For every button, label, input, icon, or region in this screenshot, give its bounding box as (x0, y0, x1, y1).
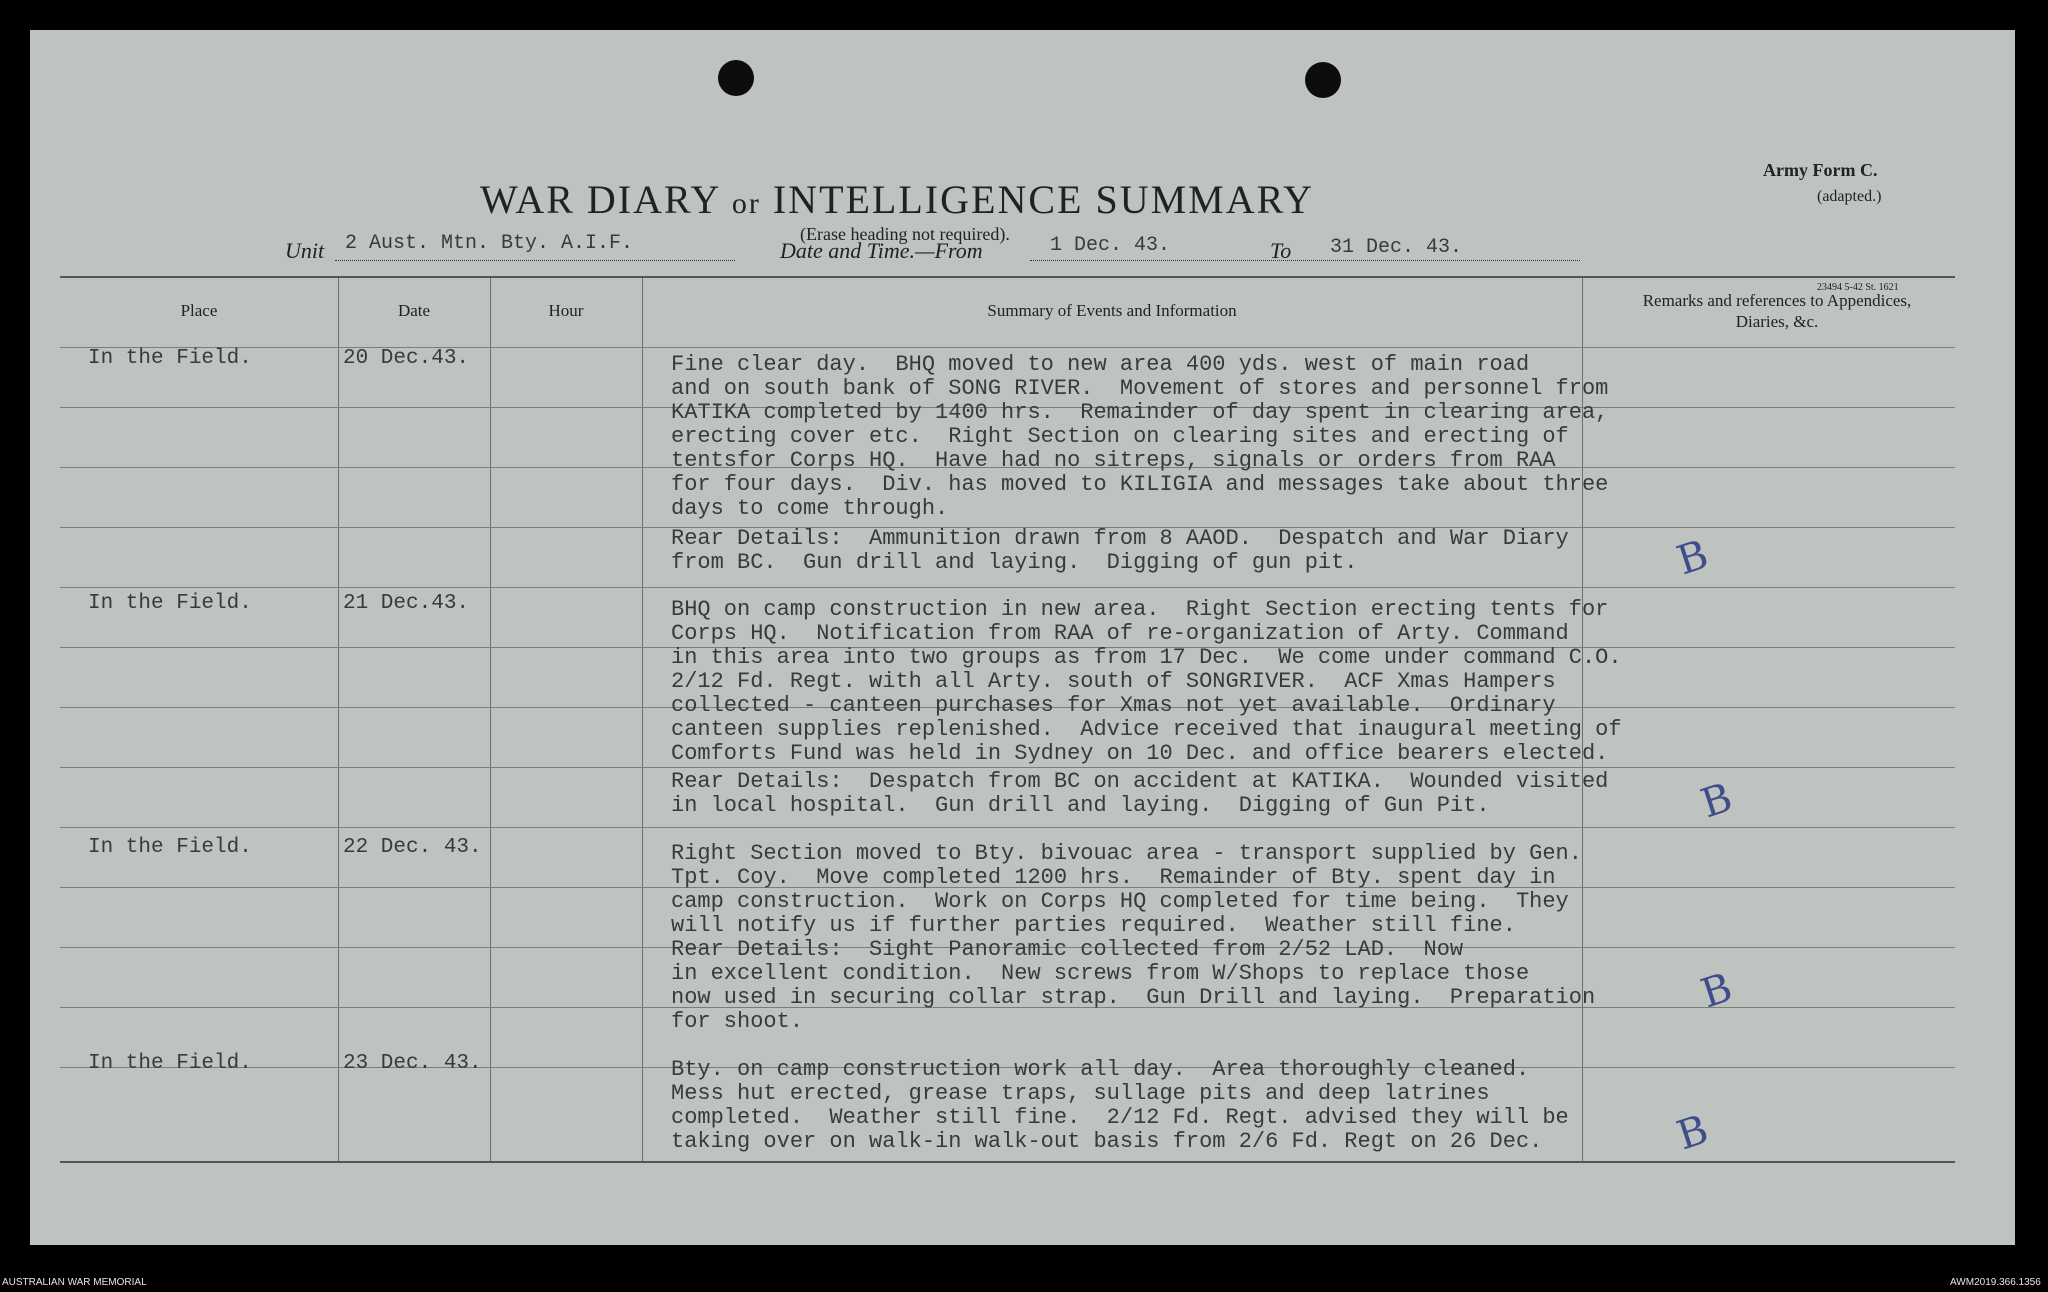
entry-rear-details: Rear Details: Ammunition drawn from 8 AAOD. Despatch and War Diary from BC. Gun drill and laying. Digging of gun pit. (671, 526, 1569, 575)
entry-date: 22 Dec. 43. (343, 836, 482, 859)
entry-place: In the Field. (88, 592, 252, 615)
page-subtitle: (Erase heading not required). (800, 224, 1010, 244)
column-header-remarks: Remarks and references to Appendices, Diaries, &c. (1642, 291, 1912, 331)
initials-mark: B (1695, 774, 1738, 828)
entry-summary: Bty. on camp construction work all day. Area thoroughly cleaned. Mess hut erected, grease traps, sullage pits and deep latrines completed. Weather still fine. 2/12 Fd. Regt. advised they will be taking over on walk-in walk-out basis from 2/6 Fd. Regt on 26 Dec. (671, 1057, 1569, 1154)
column-header-place: Place (180, 301, 218, 320)
entry-place: In the Field. (88, 836, 252, 859)
column-header-summary: Summary of Events and Information (987, 301, 1237, 320)
date-from-value: 1 Dec. 43. (1050, 234, 1171, 257)
initials-mark: B (1695, 964, 1738, 1018)
print-code: 23494 5-42 St. 1621 (1817, 282, 1899, 293)
ruled-line (60, 767, 1955, 768)
footer-accession-number: AWM2019.366.1356 (1950, 1277, 2041, 1288)
date-from-label: Date and Time.—From (780, 238, 983, 263)
date-to-value: 31 Dec. 43. (1330, 236, 1463, 259)
ruled-line (60, 827, 1955, 828)
entry-summary: BHQ on camp construction in new area. Right Section erecting tents for Corps HQ. Notification from RAA of re-organization of Arty. Command in this area into two groups as from 17 Dec. We come under command C.O. 2/12 Fd. Regt. with all Arty. south of SONGRIVER. ACF Xmas Hampers collected - canteen purchases for Xmas not yet available. Ordinary canteen supplies replenished. Advice received that inaugural meeting of Comforts Fund was held in Sydney on 10 Dec. and office bearers elected. (671, 597, 1622, 766)
initials-mark: B (1671, 531, 1714, 585)
initials-mark: B (1671, 1106, 1714, 1160)
entry-summary: Fine clear day. BHQ moved to new area 400 yds. west of main road and on south bank of SONG RIVER. Movement of stores and personnel from KATIKA completed by 1400 hrs. Remainder of day spent in clearing area, erecting cover etc. Right Section on clearing sites and erecting of tentsfor Corps HQ. Have had no sitreps, signals or orders from RAA for four days. Div. has moved to KILIGIA and messages take about three days to come through. (671, 352, 1609, 521)
column-divider-date (490, 278, 491, 1161)
footer-archive-name: AUSTRALIAN WAR MEMORIAL (2, 1277, 147, 1288)
column-divider-hour (642, 278, 643, 1161)
column-divider-place (338, 278, 339, 1161)
punch-hole-left (718, 60, 754, 96)
entry-rear-details: Rear Details: Despatch from BC on accident at KATIKA. Wounded visited in local hospital. Gun drill and laying. Digging of Gun Pit. (671, 769, 1609, 818)
entry-date: 20 Dec.43. (343, 347, 470, 370)
entry-date: 23 Dec. 43. (343, 1052, 482, 1075)
army-form-adapted: (adapted.) (1817, 188, 1882, 205)
page-title: WAR DIARY or INTELLIGENCE SUMMARY (480, 177, 1314, 222)
unit-dotted-line (335, 260, 735, 261)
date-to-label: To (1270, 238, 1292, 263)
date-dotted-line (1030, 260, 1580, 261)
unit-label: Unit (285, 238, 325, 263)
column-header-hour: Hour (548, 301, 584, 320)
entry-rear-details: Rear Details: Sight Panoramic collected from 2/52 LAD. Now in excellent condition. New screws from W/Shops to replace those now used in securing collar strap. Gun Drill and laying. Preparation for shoot. (671, 937, 1596, 1034)
table-bottom-rule (60, 1161, 1955, 1163)
ruled-line (60, 587, 1955, 588)
entry-place: In the Field. (88, 347, 252, 370)
table-top-rule (60, 276, 1955, 278)
punch-hole-right (1305, 62, 1341, 98)
entry-place: In the Field. (88, 1052, 252, 1075)
entry-summary: Right Section moved to Bty. bivouac area - transport supplied by Gen. Tpt. Coy. Move completed 1200 hrs. Remainder of Bty. spent day in camp construction. Work on Corps HQ completed for time being. They will notify us if further parties required. Weather still fine. (671, 841, 1582, 938)
army-form-id: Army Form C. (1763, 160, 1878, 180)
entry-date: 21 Dec.43. (343, 592, 470, 615)
diary-sheet (30, 30, 2015, 1245)
unit-value: 2 Aust. Mtn. Bty. A.I.F. (345, 232, 634, 255)
column-header-date: Date (397, 301, 431, 320)
